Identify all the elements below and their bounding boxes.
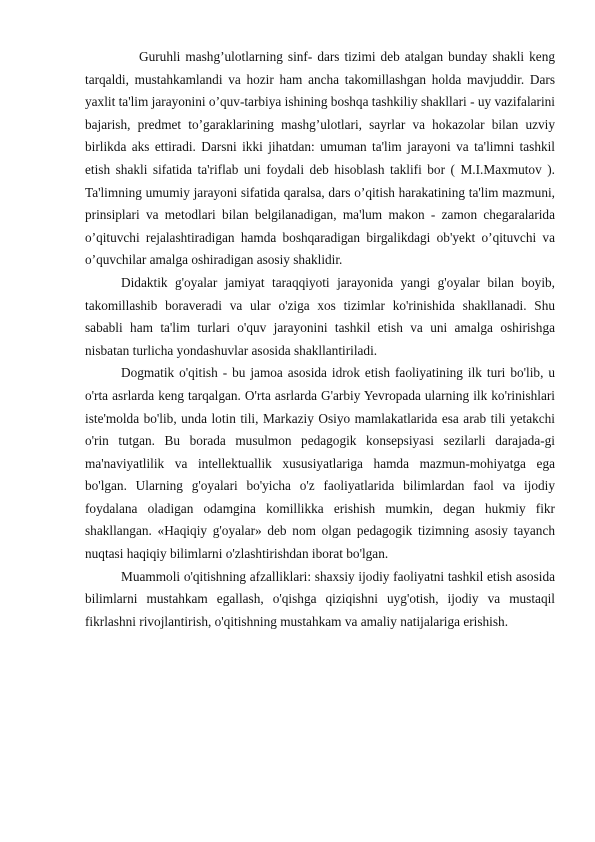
- paragraph-group-lessons: Guruhli mashg’ulotlarning sinf- dars tizimi deb atalgan bunday shakli keng tarqaldi, mustahkamlandi va hozir ham ancha takomillashgan holda mavjuddir. Dars yaxlit ta'lim jarayonini o’quv-tarbiya ishining boshqa tashkiliy shakllari - uy vazifalarini bajarish, predmet to’garaklarining mashg’ulotlari, sayrlar va hokazolar bilan uzviy birlikda aks ettiradi. Darsni ikki jihatdan: umuman ta'lim jarayoni va ta'limni tashkil etish shakli sifatida ta'riflab uni foydali deb hisoblash taklifi bor ( M.I.Maxmutov ). Ta'limning umumiy jarayoni sifatida qaralsa, dars o’qitish harakatining ta'lim mazmuni, prinsiplari va metodlari bilan belgilanadigan, ma'lum makon - zamon chegaralarida o’qituvchi rejalashtiradigan hamda boshqaradigan birgalikdagi ob'yekt o’qituvchi va o’quvchilar amalga oshiradigan asosiy shaklidir.: [85, 49, 555, 268]
- paragraph-didactic-ideas: Didaktik g'oyalar jamiyat taraqqiyoti jarayonida yangi g'oyalar bilan boyib, takomillashib boraveradi va ular o'ziga xos tizimlar ko'rinishida shakllanadi. Shu sababli ham ta'lim turlari o'quv jarayonini tashkil etish va uni amalga oshirishga nisbatan turlicha yondashuvlar asosida shakllantiriladi.: [85, 274, 555, 358]
- paragraph-problem-teaching: Muammoli o'qitishning afzalliklari: shaxsiy ijodiy faoliyatni tashkil etish asosida bilimlarni mustahkam egallash, o'qishga qiziqishni uyg'otish, ijodiy va mustaqil fikrlashni rivojlantirish, o'qitishning mustahkam va amaliy natijalariga erishish.: [85, 568, 555, 629]
- document-body: [85, 46, 555, 633]
- paragraph-dogmatic-teaching: Dogmatik o'qitish - bu jamoa asosida idrok etish faoliyatining ilk turi bo'lib, u o'rta asrlarda keng tarqalgan. O'rta asrlarda G'arbiy Yevropada ularning ilk ko'rinishlari iste'molda bo'lib, unda lotin tili, Markaziy Osiyo mamlakatlarida esa arab tili yetakchi o'rin tutgan. Bu borada musulmon pedagogik konsepsiyasi sezilarli darajada-gi ma'naviyatlilik va intellektuallik xususiyatlariga hamda mazmun-mohiyatga ega bo'lgan. Ularning g'oyalari bo'yicha o'z faoliyatlarida bilimlardan faol va ijodiy foydalana oladigan odamgina komillikka erishish mumkin, degan hukmiy fikr shakllangan. «Haqiqiy g'oyalar» deb nom olgan pedagogik tizimning asosiy tayanch nuqtasi haqiqiy bilimlarni o'zlashtirishdan iborat bo'lgan.: [85, 365, 555, 562]
